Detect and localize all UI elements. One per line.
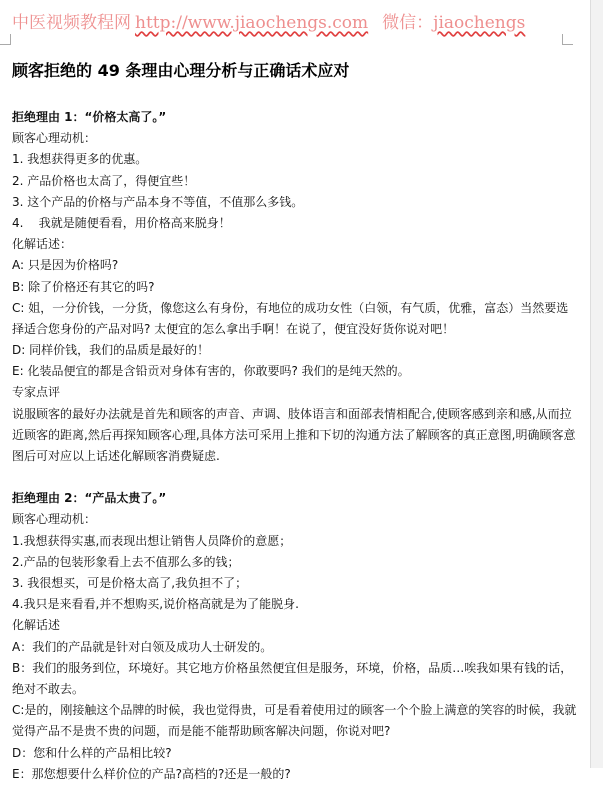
section-1-script-c: C: 姐，一分价钱，一分货，像您这么有身份，有地位的成功女性（白领，有气质，优雅，富态）当然要选择适合您身份的产品对吗? 太便宜的怎么拿出手啊！在说了，便宜没好货你说对吧！: [12, 300, 569, 336]
section-1-motive-4: 4. 我就是随便看看，用价格高来脱身！: [12, 215, 231, 230]
section-2-heading: 拒绝理由 2：“产品太贵了。”: [12, 491, 167, 506]
section-2-motive-2: 2.产品的包装形象看上去不值那么多的钱；: [12, 554, 240, 569]
section-2-script-b: B：我们的服务到位，环境好。其它地方价格虽然便宜但是服务，环境，价格，品质…唉我如果有钱的话，绝对不敢去。: [12, 660, 573, 696]
section-1-motive-2: 2. 产品价格也太高了，得便宜些！: [12, 173, 196, 188]
watermark-weixin-id: jiaochengs: [433, 13, 526, 33]
section-1-script-d: D: 同样价钱，我们的品质是最好的！: [12, 343, 210, 358]
section-2-script-label: 化解话述: [12, 618, 61, 633]
section-1-script-b: B: 除了价格还有其它的吗?: [12, 279, 155, 294]
section-2-script-a: A：我们的产品就是针对白领及成功人士研发的。: [12, 639, 273, 654]
section-2-script-c: C:是的，刚接触这个品牌的时候，我也觉得贵，可是看着使用过的顾客一个个脸上满意的笑容的时候，我就觉得产品不是贵不贵的问题，而是能不能帮助顾客解决问题，你说对吧?: [12, 703, 577, 739]
section-1-expert-label: 专家点评: [12, 385, 61, 400]
section-spacer: [12, 467, 578, 488]
watermark-url: http://www.jiaochengs.com: [135, 13, 369, 33]
section-1-motive-3: 3. 这个产品的价格与产品本身不等值，不值那么多钱。: [12, 194, 304, 209]
watermark-site-name: 中医视频教程网: [12, 13, 131, 33]
watermark-weixin-label: 微信：: [382, 13, 434, 33]
section-2-motive-3: 3. 我很想买，可是价格太高了,我负担不了；: [12, 576, 248, 591]
document-body: [12, 107, 578, 785]
section-1-expert-comment: 说服顾客的最好办法就是首先和顾客的声音、声调、肢体语言和面部表情相配合,使顾客感到亲和感,从而拉近顾客的距离,然后再探知顾客心理,具体方法可采用上推和下切的沟通方法了解顾客的真正意图,明确顾客意图后可对应以上话述化解顾客消费疑虑.: [12, 406, 576, 464]
section-1-script-label: 化解话述：: [12, 237, 73, 252]
section-1-script-e: E: 化装品便宜的都是含铅贡对身体有害的，你敢要吗? 我们的是纯天然的。: [12, 364, 410, 379]
margin-corner-mark-left: [0, 34, 11, 45]
page-right-edge: [590, 0, 603, 768]
site-watermark: [12, 8, 525, 33]
section-2-script-d: D：您和什么样的产品相比较?: [12, 745, 172, 760]
section-1-motive-label: 顾客心理动机：: [12, 131, 97, 146]
document-title: 顾客拒绝的 49 条理由心理分析与正确话术应对: [12, 61, 350, 80]
section-1-motive-1: 1. 我想获得更多的优惠。: [12, 152, 148, 167]
section-2-motive-4: 4.我只是来看看,并不想购买,说价格高就是为了能脱身.: [12, 597, 299, 612]
section-1-heading: 拒绝理由 1：“价格太高了。”: [12, 110, 167, 124]
section-2-motive-label: 顾客心理动机：: [12, 512, 97, 527]
section-1-script-a: A: 只是因为价格吗?: [12, 258, 119, 273]
margin-corner-mark-right: [562, 34, 573, 45]
section-2-script-e: E：那您想要什么样价位的产品?高档的?还是一般的?: [12, 766, 291, 781]
section-2-motive-1: 1.我想获得实惠,而表现出想让销售人员降价的意愿；: [12, 533, 292, 548]
